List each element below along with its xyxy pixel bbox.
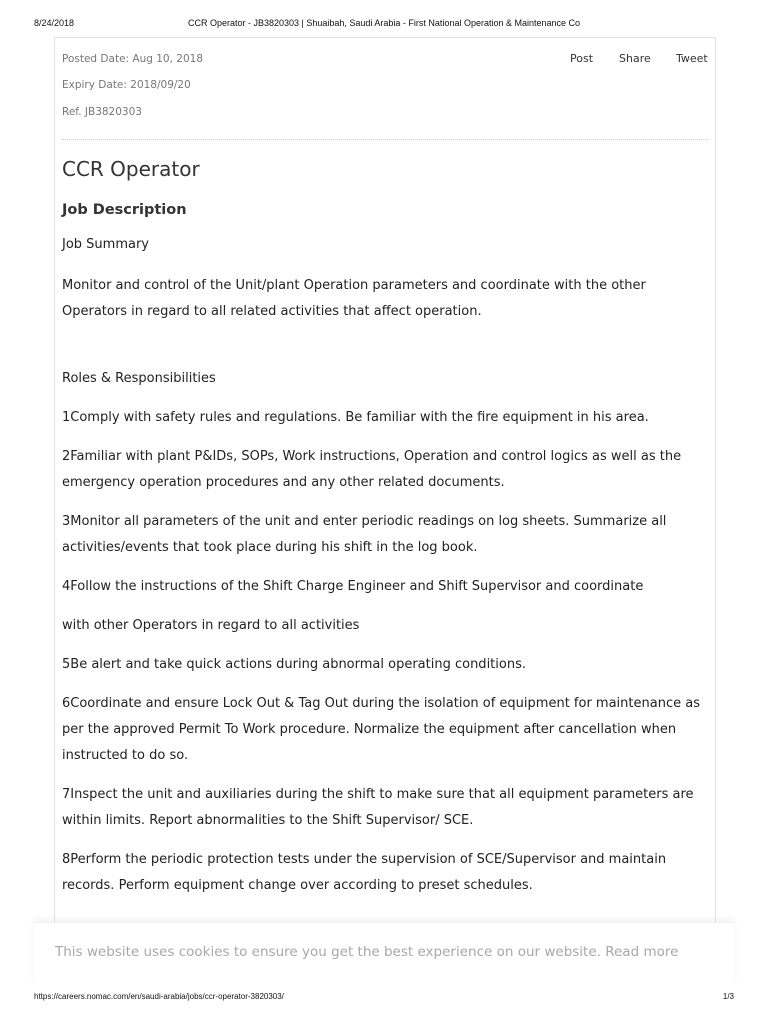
- list-item: 6Coordinate and ensure Lock Out & Tag Out during the isolation of equipment for maintenance as per the approved Permit To Work procedure. Normalize the equipment after cancellation when instructed to do so.: [62, 696, 700, 763]
- job-summary-text: Monitor and control of the Unit/plant Operation parameters and coordinate with the other Operators in regard to all related activities that affect operation.: [62, 278, 646, 319]
- page-number: 1/3: [722, 992, 734, 1001]
- job-card: [54, 37, 716, 928]
- roles-heading: Roles & Responsibilities: [62, 371, 216, 386]
- print-url: https://careers.nomac.com/en/saudi-arabia/jobs/ccr-operator-3820303/: [34, 992, 284, 1001]
- meta-divider: [62, 139, 708, 140]
- job-summary-heading: Job Summary: [62, 237, 149, 252]
- list-item: 7Inspect the unit and auxiliaries during the shift to make sure that all equipment parameters are within limits. Report abnormalities to the Shift Supervisor/ SCE.: [62, 787, 694, 828]
- print-footer: [34, 992, 734, 1006]
- print-date: 8/24/2018: [34, 18, 75, 28]
- expiry-date: Expiry Date: 2018/09/20: [62, 79, 191, 91]
- list-item: 3Monitor all parameters of the unit and enter periodic readings on log sheets. Summarize all activities/events that took place during his shift in the log book.: [62, 514, 667, 555]
- posted-date: Posted Date: Aug 10, 2018: [62, 53, 204, 65]
- list-item: 1Comply with safety rules and regulations. Be familiar with the fire equipment in his area.: [62, 410, 649, 425]
- list-item: with other Operators in regard to all activities: [62, 618, 360, 633]
- list-item: 4Follow the instructions of the Shift Charge Engineer and Shift Supervisor and coordinate: [62, 579, 644, 594]
- tweet-link[interactable]: Tweet: [676, 52, 708, 65]
- cookie-banner: [34, 922, 734, 986]
- job-description-heading: Job Description: [62, 202, 187, 218]
- cookie-notice-text[interactable]: This website uses cookies to ensure you get the best experience on our website. Read more: [55, 944, 679, 960]
- list-item: 2Familiar with plant P&IDs, SOPs, Work instructions, Operation and control logics as well as the emergency operation procedures and any other related documents.: [62, 449, 682, 490]
- print-header: [34, 18, 734, 32]
- print-page-title: CCR Operator - JB3820303 | Shuaibah, Saudi Arabia - First National Operation & Maintenance Co: [187, 18, 581, 28]
- share-link[interactable]: Share: [619, 52, 651, 65]
- job-reference: Ref. JB3820303: [62, 106, 142, 118]
- job-title: CCR Operator: [62, 157, 200, 181]
- list-item: 8Perform the periodic protection tests under the supervision of SCE/Supervisor and maintain records. Perform equipment change over according to preset schedules.: [62, 852, 667, 893]
- post-link[interactable]: Post: [570, 52, 594, 65]
- job-content: [62, 156, 707, 899]
- list-item: 5Be alert and take quick actions during abnormal operating conditions.: [62, 657, 526, 672]
